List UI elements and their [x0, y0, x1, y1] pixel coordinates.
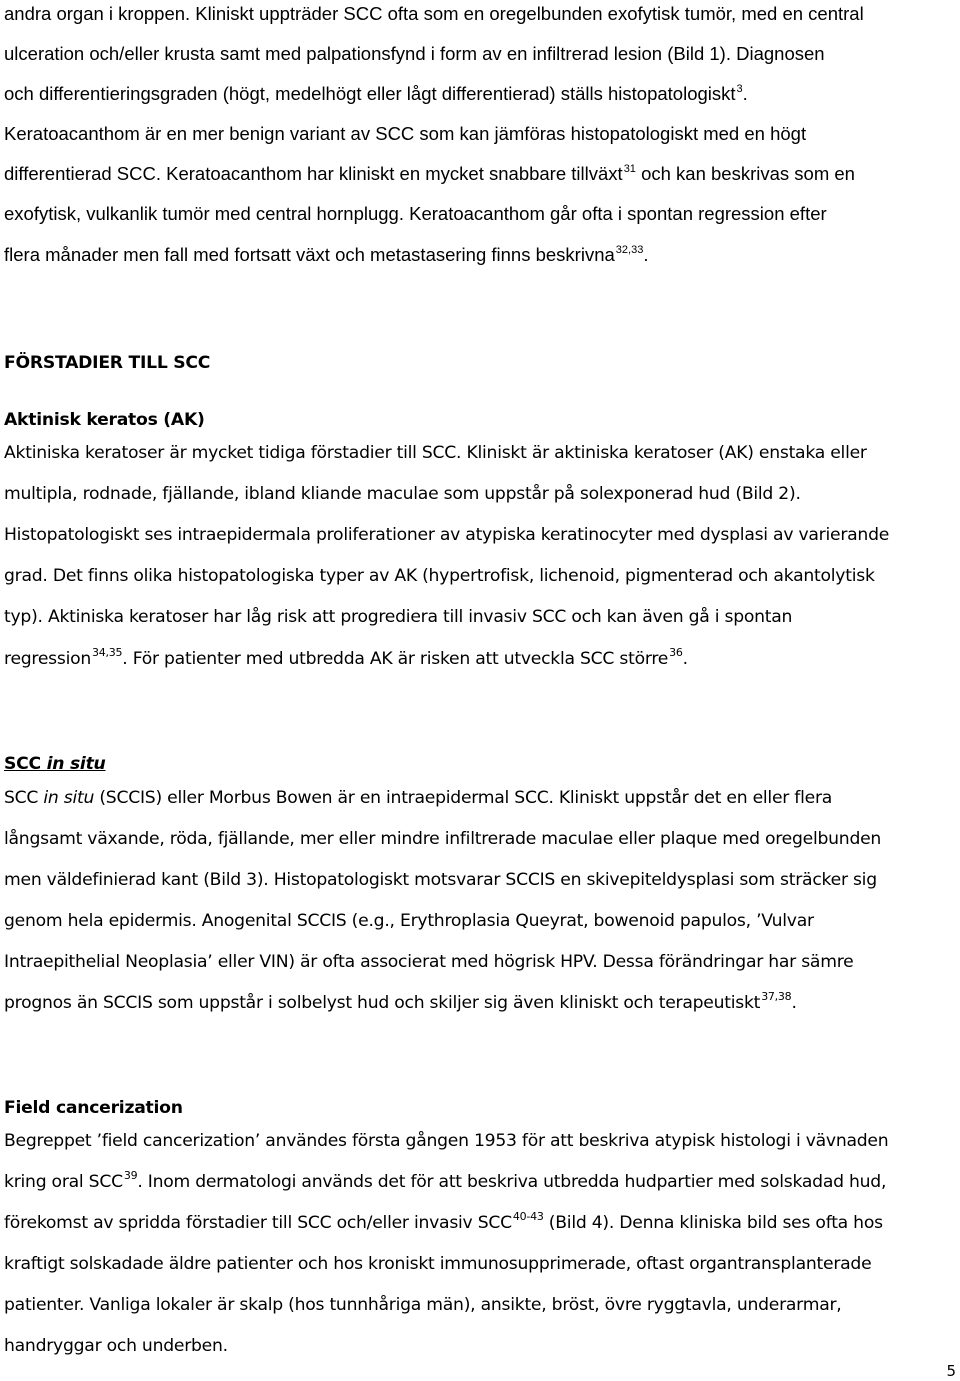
- text: kring oral SCC: [4, 1172, 123, 1192]
- paragraph-line: [4, 909, 814, 933]
- paragraph-line: [4, 786, 832, 810]
- page-number: 5: [946, 1362, 956, 1380]
- text: exofytisk, vulkanlik tumör med central hornplugg. Keratoacanthom går ofta i spontan regression efter: [4, 203, 827, 224]
- text: Keratoacanthom är en mer benign variant av SCC som kan jämföras histopatologiskt med en högt: [4, 123, 807, 144]
- paragraph-line: [4, 991, 797, 1017]
- paragraph-line: [4, 868, 877, 892]
- paragraph-line: [4, 523, 889, 547]
- text: prognos än SCCIS som uppstår i solbelyst hud och skiljer sig även kliniskt och terapeutiskt: [4, 993, 761, 1013]
- footnote-ref: 39: [123, 1169, 138, 1182]
- paragraph-line: [4, 1170, 886, 1196]
- paragraph-line: [4, 82, 748, 109]
- paragraph-line: [4, 162, 855, 189]
- text: kraftigt solskadade äldre patienter och hos kroniskt immunosupprimerade, oftast organtransplanterade: [4, 1254, 872, 1274]
- section-heading: [4, 351, 210, 375]
- paragraph-line: [4, 42, 825, 66]
- text: förekomst av spridda förstadier till SCC och/eller invasiv SCC: [4, 1213, 512, 1233]
- paragraph-line: [4, 647, 688, 673]
- footnote-ref: 32,33: [615, 244, 644, 256]
- text: grad. Det finns olika histopatologiska typer av AK (hypertrofisk, lichenoid, pigmenterad och akantolytisk: [4, 566, 875, 586]
- footnote-ref: 34,35: [92, 646, 123, 659]
- text: .: [742, 83, 748, 104]
- text: .: [791, 993, 797, 1013]
- text: differentierad SCC. Keratoacanthom har kliniskt en mycket snabbare tillväxt: [4, 163, 623, 184]
- subsection-heading: [4, 752, 106, 776]
- paragraph-line: [4, 243, 648, 270]
- paragraph-line: [4, 950, 853, 974]
- paragraph-line: [4, 2, 864, 26]
- text: långsamt växande, röda, fjällande, mer eller mindre infiltrerade maculae eller plaque med oregelbunden: [4, 829, 882, 849]
- text: . För patienter med utbredda AK är risken att utveckla SCC större: [122, 649, 669, 669]
- text: regression: [4, 649, 92, 669]
- footnote-ref: 40-43: [512, 1210, 544, 1223]
- footnote-ref: 3: [736, 83, 743, 95]
- text: Aktiniska keratoser är mycket tidiga förstadier till SCC. Kliniskt är aktiniska keratoser (AK) enstaka eller: [4, 443, 867, 463]
- heading-text: SCC: [4, 754, 47, 774]
- paragraph-line: [4, 1334, 228, 1358]
- text: andra organ i kroppen. Kliniskt uppträder SCC ofta som en oregelbunden exofytisk tumör, med en central: [4, 3, 864, 24]
- text: patienter. Vanliga lokaler är skalp (hos tunnhåriga män), ansikte, bröst, övre ryggtavla, underarmar,: [4, 1295, 842, 1315]
- text: SCC: [4, 788, 44, 808]
- text: multipla, rodnade, fjällande, ibland kliande maculae som uppstår på solexponerad hud (Bild 2).: [4, 484, 801, 504]
- text: Histopatologiskt ses intraepidermala proliferationer av atypiska keratinocyter med dysplasi av varierande: [4, 525, 890, 545]
- text: och kan beskrivas som en: [635, 163, 855, 184]
- text: (SCCIS) eller Morbus Bowen är en intraepidermal SCC. Kliniskt uppstår det en eller flera: [94, 788, 833, 808]
- heading-text: Aktinisk keratos (AK): [4, 410, 205, 430]
- footnote-ref: 31: [623, 163, 636, 175]
- text: typ). Aktiniska keratoser har låg risk att progrediera till invasiv SCC och kan även gå i spontan: [4, 607, 793, 627]
- text: och differentieringsgraden (högt, medelhögt eller lågt differentierad) ställs histopatologiskt: [4, 83, 736, 104]
- paragraph-line: [4, 1252, 871, 1276]
- footnote-ref: 37,38: [761, 990, 792, 1003]
- paragraph-line: [4, 441, 867, 465]
- paragraph-line: [4, 1211, 883, 1237]
- text: genom hela epidermis. Anogenital SCCIS (e.g., Erythroplasia Queyrat, bowenoid papulos, ’Vulvar: [4, 911, 814, 931]
- paragraph-line: [4, 202, 827, 226]
- subsection-heading: [4, 408, 205, 432]
- heading-text: FÖRSTADIER TILL SCC: [4, 353, 211, 373]
- paragraph-line: [4, 122, 806, 146]
- heading-text-italic: in situ: [46, 754, 106, 774]
- text: men väldefinierad kant (Bild 3). Histopatologiskt motsvarar SCCIS en skivepiteldysplasi som sträcker sig: [4, 870, 877, 890]
- text: . Inom dermatologi används det för att beskriva utbredda hudpartier med solskadad hud,: [137, 1172, 887, 1192]
- text: .: [643, 244, 649, 265]
- text: handryggar och underben.: [4, 1336, 228, 1356]
- paragraph-line: [4, 1129, 888, 1153]
- text-italic: in situ: [43, 788, 95, 808]
- text: flera månader men fall med fortsatt växt och metastasering finns beskrivna: [4, 244, 615, 265]
- paragraph-line: [4, 827, 881, 851]
- paragraph-line: [4, 482, 801, 506]
- paragraph-line: [4, 605, 792, 629]
- text: Begreppet ’field cancerization’ användes första gången 1953 för att beskriva atypisk histologi i vävnaden: [4, 1131, 889, 1151]
- text: .: [682, 649, 688, 669]
- subsection-heading: [4, 1096, 183, 1120]
- paragraph-line: [4, 564, 875, 588]
- heading-text: Field cancerization: [4, 1098, 183, 1118]
- text: Intraepithelial Neoplasia’ eller VIN) är ofta associerat med högrisk HPV. Dessa förändringar har sämre: [4, 952, 854, 972]
- paragraph-line: [4, 1293, 842, 1317]
- text: (Bild 4). Denna kliniska bild ses ofta hos: [543, 1213, 883, 1233]
- text: ulceration och/eller krusta samt med palpationsfynd i form av en infiltrerad lesion (Bild 1). Diagnosen: [4, 43, 825, 64]
- footnote-ref: 36: [669, 646, 683, 659]
